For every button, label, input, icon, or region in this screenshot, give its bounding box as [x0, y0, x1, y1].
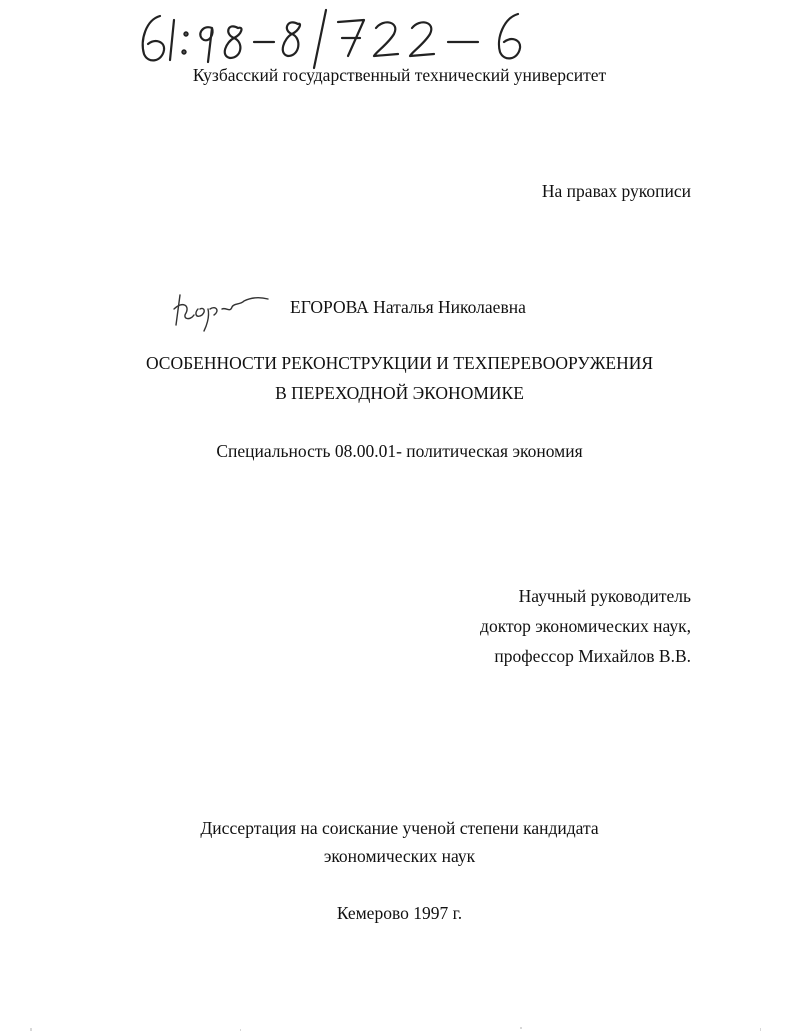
manuscript-rights-note: На правах рукописи: [541, 181, 691, 201]
scan-edge-artifact: [0, 1020, 799, 1034]
dissertation-statement-line-1: Диссертация на соискание ученой степени кандидата: [200, 818, 599, 838]
author-name: ЕГОРОВА Наталья Николаевна: [290, 297, 526, 317]
institution-name: Кузбасский государственный технический университет: [192, 65, 607, 85]
handwritten-archive-number: [130, 6, 540, 70]
thesis-title-line-1: ОСОБЕННОСТИ РЕКОНСТРУКЦИИ И ТЕХПЕРЕВООРУЖЕНИЯ: [145, 353, 654, 373]
thesis-title-line-2: В ПЕРЕХОДНОЙ ЭКОНОМИКЕ: [275, 383, 524, 403]
supervisor-name: профессор Михайлов В.В.: [494, 646, 691, 666]
supervisor-role: Научный руководитель: [518, 586, 691, 606]
author-signature: [170, 287, 270, 332]
specialty: Специальность 08.00.01- политическая экономия: [216, 441, 583, 461]
place-and-year: Кемерово 1997 г.: [336, 903, 463, 923]
supervisor-degree: доктор экономических наук,: [480, 616, 691, 636]
dissertation-statement-line-2: экономических наук: [323, 846, 476, 866]
